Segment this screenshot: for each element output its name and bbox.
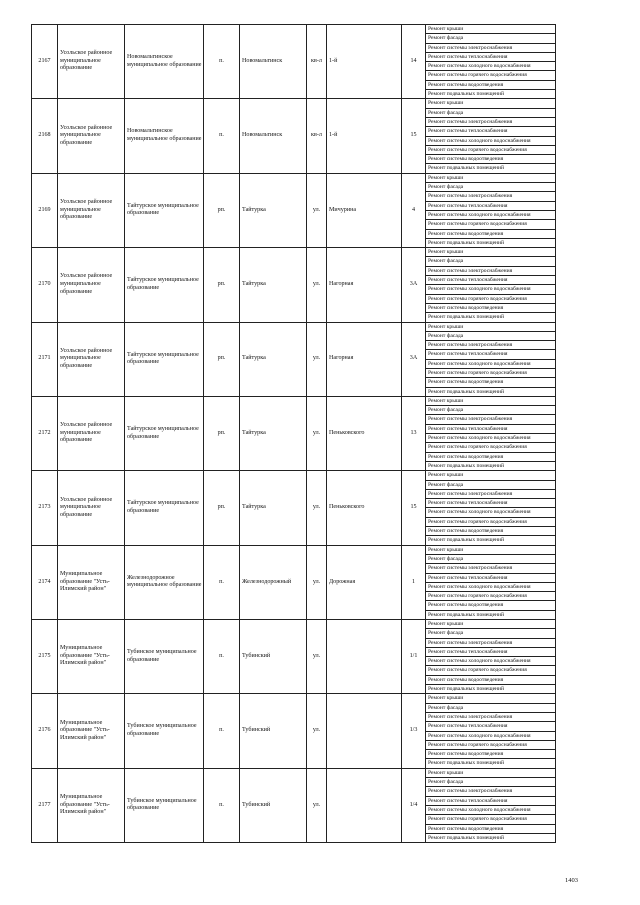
settlement-type-cell: п.: [204, 25, 240, 99]
work-type-cell: Ремонт подвальных помещений: [426, 238, 556, 247]
work-type-cell: Ремонт системы водоотведения: [426, 527, 556, 536]
row-number: 2174: [32, 545, 58, 619]
municipality-cell: Железнодорожное муниципальное образование: [125, 545, 204, 619]
work-type-cell: Ремонт крыши: [426, 620, 556, 629]
work-type-cell: Ремонт системы горячего водоснабжения: [426, 815, 556, 824]
work-type-cell: Ремонт фасада: [426, 406, 556, 415]
municipality-cell: Тубинское муниципальное образование: [125, 768, 204, 842]
work-type-cell: Ремонт системы электроснабжения: [426, 564, 556, 573]
settlement-type-cell: рп.: [204, 396, 240, 470]
settlement-cell: Тайтурка: [240, 322, 307, 396]
row-number: 2172: [32, 396, 58, 470]
municipality-cell: Тубинское муниципальное образование: [125, 694, 204, 768]
work-type-cell: Ремонт подвальных помещений: [426, 685, 556, 694]
repair-program-table: [31, 24, 556, 843]
settlement-type-cell: п.: [204, 620, 240, 694]
work-type-cell: Ремонт системы теплоснабжения: [426, 499, 556, 508]
settlement-cell: Тайтурка: [240, 471, 307, 545]
settlement-cell: Тубинский: [240, 620, 307, 694]
district-cell: Усольское районное муниципальное образование: [58, 248, 125, 322]
work-type-cell: Ремонт подвальных помещений: [426, 387, 556, 396]
row-number: 2167: [32, 25, 58, 99]
street-type-cell: ул.: [307, 248, 327, 322]
work-type-cell: Ремонт крыши: [426, 322, 556, 331]
row-number: 2169: [32, 173, 58, 247]
street-cell: Пеньковского: [327, 396, 402, 470]
work-type-cell: Ремонт системы холодного водоснабжения: [426, 210, 556, 219]
municipality-cell: Тайтурское муниципальное образование: [125, 471, 204, 545]
settlement-cell: Железнодорожный: [240, 545, 307, 619]
work-type-cell: Ремонт системы холодного водоснабжения: [426, 805, 556, 814]
street-cell: [327, 620, 402, 694]
house-number-cell: 1/4: [402, 768, 426, 842]
row-number: 2176: [32, 694, 58, 768]
work-type-cell: Ремонт системы электроснабжения: [426, 117, 556, 126]
work-type-cell: Ремонт системы холодного водоснабжения: [426, 508, 556, 517]
work-type-cell: Ремонт системы горячего водоснабжения: [426, 740, 556, 749]
work-type-cell: Ремонт подвальных помещений: [426, 610, 556, 619]
work-type-cell: Ремонт системы теплоснабжения: [426, 52, 556, 61]
house-number-cell: 13: [402, 396, 426, 470]
settlement-cell: Тайтурка: [240, 248, 307, 322]
settlement-cell: Тубинский: [240, 768, 307, 842]
house-number-cell: 4: [402, 173, 426, 247]
work-type-cell: Ремонт фасада: [426, 108, 556, 117]
house-number-cell: 1: [402, 545, 426, 619]
work-type-cell: Ремонт системы горячего водоснабжения: [426, 517, 556, 526]
table-row: [32, 173, 556, 182]
work-type-cell: Ремонт системы водоотведения: [426, 824, 556, 833]
work-type-cell: Ремонт системы электроснабжения: [426, 43, 556, 52]
municipality-cell: Тайтурское муниципальное образование: [125, 396, 204, 470]
work-type-cell: Ремонт фасада: [426, 480, 556, 489]
municipality-cell: Тайтурское муниципальное образование: [125, 248, 204, 322]
settlement-type-cell: п.: [204, 99, 240, 173]
work-type-cell: Ремонт системы электроснабжения: [426, 638, 556, 647]
work-type-cell: Ремонт системы теплоснабжения: [426, 573, 556, 582]
row-number: 2173: [32, 471, 58, 545]
street-type-cell: кв-л: [307, 99, 327, 173]
work-type-cell: Ремонт системы холодного водоснабжения: [426, 434, 556, 443]
work-type-cell: Ремонт системы горячего водоснабжения: [426, 145, 556, 154]
work-type-cell: Ремонт системы электроснабжения: [426, 787, 556, 796]
work-type-cell: Ремонт подвальных помещений: [426, 461, 556, 470]
street-type-cell: ул.: [307, 694, 327, 768]
work-type-cell: Ремонт системы горячего водоснабжения: [426, 592, 556, 601]
street-cell: Пеньковского: [327, 471, 402, 545]
work-type-cell: Ремонт системы теплоснабжения: [426, 127, 556, 136]
street-cell: Мичурина: [327, 173, 402, 247]
work-type-cell: Ремонт системы горячего водоснабжения: [426, 443, 556, 452]
work-type-cell: Ремонт крыши: [426, 248, 556, 257]
work-type-cell: Ремонт крыши: [426, 768, 556, 777]
work-type-cell: Ремонт подвальных помещений: [426, 759, 556, 768]
row-number: 2177: [32, 768, 58, 842]
work-type-cell: Ремонт системы водоотведения: [426, 229, 556, 238]
street-type-cell: ул.: [307, 322, 327, 396]
house-number-cell: 15: [402, 471, 426, 545]
district-cell: Муниципальное образование "Усть-Илимский район": [58, 694, 125, 768]
district-cell: Усольское районное муниципальное образование: [58, 396, 125, 470]
row-number: 2170: [32, 248, 58, 322]
work-type-cell: Ремонт системы горячего водоснабжения: [426, 71, 556, 80]
work-type-cell: Ремонт подвальных помещений: [426, 536, 556, 545]
work-type-cell: Ремонт системы холодного водоснабжения: [426, 731, 556, 740]
work-type-cell: Ремонт системы теплоснабжения: [426, 796, 556, 805]
house-number-cell: 15: [402, 99, 426, 173]
work-type-cell: Ремонт подвальных помещений: [426, 164, 556, 173]
settlement-cell: Тайтурка: [240, 396, 307, 470]
work-type-cell: Ремонт крыши: [426, 471, 556, 480]
district-cell: Усольское районное муниципальное образование: [58, 322, 125, 396]
work-type-cell: Ремонт системы электроснабжения: [426, 192, 556, 201]
work-type-cell: Ремонт фасада: [426, 629, 556, 638]
work-type-cell: Ремонт фасада: [426, 34, 556, 43]
street-cell: Нагорная: [327, 248, 402, 322]
work-type-cell: Ремонт системы холодного водоснабжения: [426, 657, 556, 666]
work-type-cell: Ремонт крыши: [426, 173, 556, 182]
settlement-cell: Новомальтинск: [240, 99, 307, 173]
work-type-cell: Ремонт системы теплоснабжения: [426, 350, 556, 359]
settlement-type-cell: п.: [204, 694, 240, 768]
table-row: [32, 396, 556, 405]
street-type-cell: кв-л: [307, 25, 327, 99]
house-number-cell: 1/3: [402, 694, 426, 768]
street-cell: [327, 694, 402, 768]
street-cell: [327, 768, 402, 842]
settlement-type-cell: рп.: [204, 173, 240, 247]
work-type-cell: Ремонт подвальных помещений: [426, 90, 556, 99]
work-type-cell: Ремонт фасада: [426, 183, 556, 192]
row-number: 2168: [32, 99, 58, 173]
table-row: [32, 768, 556, 777]
work-type-cell: Ремонт системы водоотведения: [426, 303, 556, 312]
street-type-cell: ул.: [307, 396, 327, 470]
street-type-cell: ул.: [307, 173, 327, 247]
district-cell: Муниципальное образование "Усть-Илимский район": [58, 768, 125, 842]
work-type-cell: Ремонт фасада: [426, 331, 556, 340]
table-row: [32, 545, 556, 554]
work-type-cell: Ремонт системы водоотведения: [426, 378, 556, 387]
street-type-cell: ул.: [307, 768, 327, 842]
work-type-cell: Ремонт фасада: [426, 703, 556, 712]
work-type-cell: Ремонт системы водоотведения: [426, 750, 556, 759]
work-type-cell: Ремонт системы горячего водоснабжения: [426, 294, 556, 303]
work-type-cell: Ремонт системы горячего водоснабжения: [426, 666, 556, 675]
settlement-type-cell: п.: [204, 545, 240, 619]
street-type-cell: ул.: [307, 620, 327, 694]
work-type-cell: Ремонт системы водоотведения: [426, 155, 556, 164]
work-type-cell: Ремонт крыши: [426, 694, 556, 703]
table-row: [32, 322, 556, 331]
settlement-type-cell: п.: [204, 768, 240, 842]
table-row: [32, 99, 556, 108]
table-row: [32, 620, 556, 629]
work-type-cell: Ремонт системы электроснабжения: [426, 341, 556, 350]
house-number-cell: 14: [402, 25, 426, 99]
table-body: [32, 25, 556, 843]
street-type-cell: ул.: [307, 545, 327, 619]
work-type-cell: Ремонт крыши: [426, 545, 556, 554]
work-type-cell: Ремонт крыши: [426, 99, 556, 108]
municipality-cell: Тайтурское муниципальное образование: [125, 173, 204, 247]
work-type-cell: Ремонт фасада: [426, 257, 556, 266]
house-number-cell: 3А: [402, 248, 426, 322]
work-type-cell: Ремонт системы теплоснабжения: [426, 424, 556, 433]
work-type-cell: Ремонт системы водоотведения: [426, 601, 556, 610]
settlement-type-cell: рп.: [204, 248, 240, 322]
work-type-cell: Ремонт системы водоотведения: [426, 80, 556, 89]
work-type-cell: Ремонт системы горячего водоснабжения: [426, 368, 556, 377]
settlement-cell: Тайтурка: [240, 173, 307, 247]
district-cell: Муниципальное образование "Усть-Илимский район": [58, 545, 125, 619]
settlement-type-cell: рп.: [204, 322, 240, 396]
work-type-cell: Ремонт крыши: [426, 25, 556, 34]
district-cell: Усольское районное муниципальное образование: [58, 25, 125, 99]
work-type-cell: Ремонт системы теплоснабжения: [426, 201, 556, 210]
work-type-cell: Ремонт системы холодного водоснабжения: [426, 359, 556, 368]
street-type-cell: ул.: [307, 471, 327, 545]
work-type-cell: Ремонт подвальных помещений: [426, 313, 556, 322]
table-row: [32, 25, 556, 34]
work-type-cell: Ремонт подвальных помещений: [426, 833, 556, 842]
house-number-cell: 1/1: [402, 620, 426, 694]
work-type-cell: Ремонт фасада: [426, 778, 556, 787]
street-cell: Нагорная: [327, 322, 402, 396]
work-type-cell: Ремонт системы теплоснабжения: [426, 276, 556, 285]
work-type-cell: Ремонт системы холодного водоснабжения: [426, 136, 556, 145]
district-cell: Усольское районное муниципальное образование: [58, 173, 125, 247]
street-cell: 1-й: [327, 99, 402, 173]
page-number: 1403: [565, 877, 578, 884]
work-type-cell: Ремонт крыши: [426, 396, 556, 405]
municipality-cell: Тубинское муниципальное образование: [125, 620, 204, 694]
street-cell: 1-й: [327, 25, 402, 99]
table-row: [32, 694, 556, 703]
work-type-cell: Ремонт системы электроснабжения: [426, 266, 556, 275]
work-type-cell: Ремонт системы водоотведения: [426, 452, 556, 461]
settlement-cell: Тубинский: [240, 694, 307, 768]
work-type-cell: Ремонт системы горячего водоснабжения: [426, 220, 556, 229]
work-type-cell: Ремонт системы холодного водоснабжения: [426, 582, 556, 591]
work-type-cell: Ремонт системы электроснабжения: [426, 415, 556, 424]
municipality-cell: Тайтурское муниципальное образование: [125, 322, 204, 396]
district-cell: Усольское районное муниципальное образование: [58, 99, 125, 173]
work-type-cell: Ремонт системы холодного водоснабжения: [426, 285, 556, 294]
district-cell: Муниципальное образование "Усть-Илимский район": [58, 620, 125, 694]
work-type-cell: Ремонт системы электроснабжения: [426, 489, 556, 498]
street-cell: Дорожная: [327, 545, 402, 619]
row-number: 2175: [32, 620, 58, 694]
municipality-cell: Новомальтинское муниципальное образование: [125, 99, 204, 173]
work-type-cell: Ремонт системы холодного водоснабжения: [426, 62, 556, 71]
district-cell: Усольское районное муниципальное образование: [58, 471, 125, 545]
settlement-cell: Новомальтинск: [240, 25, 307, 99]
municipality-cell: Новомальтинское муниципальное образование: [125, 25, 204, 99]
work-type-cell: Ремонт системы электроснабжения: [426, 712, 556, 721]
work-type-cell: Ремонт системы водоотведения: [426, 675, 556, 684]
work-type-cell: Ремонт системы теплоснабжения: [426, 647, 556, 656]
table-row: [32, 471, 556, 480]
work-type-cell: Ремонт системы теплоснабжения: [426, 722, 556, 731]
table-row: [32, 248, 556, 257]
house-number-cell: 3А: [402, 322, 426, 396]
row-number: 2171: [32, 322, 58, 396]
settlement-type-cell: рп.: [204, 471, 240, 545]
work-type-cell: Ремонт фасада: [426, 554, 556, 563]
